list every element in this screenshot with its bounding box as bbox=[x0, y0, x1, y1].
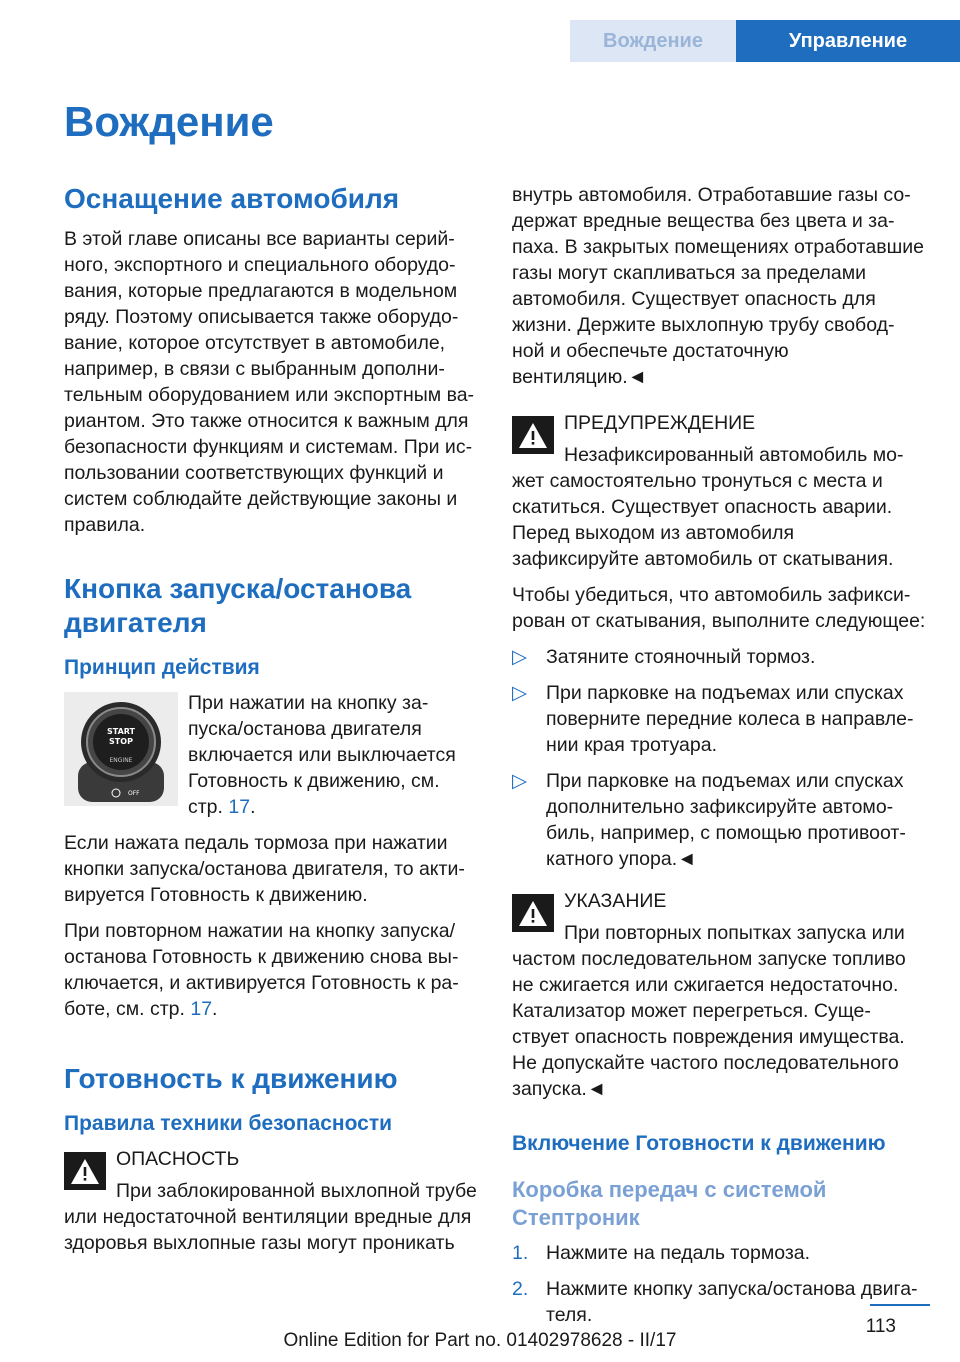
startstop-p2: Если нажата педаль тормоза при нажатии кнопки запуска/останова двигателя, то акти- вируется Готовность к движению. bbox=[64, 832, 465, 906]
page-number: 113 bbox=[865, 1316, 896, 1337]
enable-ready-title: Включение Готовности к движению bbox=[512, 1132, 886, 1155]
off-label: OFF bbox=[128, 790, 140, 797]
right-column bbox=[512, 182, 926, 1338]
list-item: ▷ Затяните стояночный тормоз. bbox=[512, 646, 816, 668]
section-equipment-text: В этой главе описаны все варианты серий- ного, экспортного и специального оборудо- вания, которые предлагаются в модельном ряду. Поэтому описывается также оборудо- вание, которое отсутствует в автомобиле, например, в связи с выбранным дополни- тельным оборудованием или экспортным ва- риантом. Это также относится к важным для безопасности функциям и системам. При ис- пользовании соответствующих функций и систем соблюдайте действующие законы и правила. bbox=[64, 228, 475, 536]
steptronic-subtitle: Коробка передач с системой Стептроник bbox=[512, 1177, 827, 1230]
list-item: ▷ При парковке на подъемах или спусках дополнительно зафиксируйте автомо- биль, например, с помощью противоот- катного упора.◄ bbox=[512, 770, 906, 870]
footer-rule bbox=[870, 1304, 930, 1306]
steptronic-steps bbox=[512, 1240, 926, 1328]
note-text: При повторных попытках запуска или частом последовательном запуске топливо не сжигается или сжигается недостаточно. Катализатор может перегреться. Суще- ствует опасность повреждения имущества. Не допускайте частого последовательного запуска.◄ bbox=[512, 922, 906, 1100]
exhaust-continued-text: внутрь автомобиля. Отработавшие газы со- держат вредные вещества без цвета и за- паха. В закрытых помещениях отработавшие газы могут скапливаться за пределами автомобиля. Существует опасность для жизни. Держите выхлопную трубу свобод- ной и обеспечьте достаточную вентиляцию.◄ bbox=[512, 184, 924, 388]
list-item: 1. Нажмите на педаль тормоза. bbox=[512, 1242, 811, 1264]
warning-triangle-icon bbox=[512, 894, 554, 932]
warning-label: ПРЕДУПРЕЖДЕНИЕ bbox=[564, 412, 756, 434]
note-label: УКАЗАНИЕ bbox=[564, 890, 667, 912]
danger-label: ОПАСНОСТЬ bbox=[116, 1148, 240, 1170]
section-equipment-title: Оснащение автомобиля bbox=[64, 183, 400, 214]
tab-driving[interactable]: Вождение bbox=[570, 20, 736, 62]
triangle-bullet-icon: ▷ bbox=[512, 770, 527, 792]
footer-edition: Online Edition for Part no. 01402978628 - II/17 bbox=[283, 1330, 677, 1351]
left-column bbox=[64, 182, 478, 1266]
tab-controls[interactable]: Управление bbox=[736, 20, 960, 62]
startstop-p3: При повторном нажатии на кнопку запуска/ останова Готовность к движению снова вы- ключается, и активируется Готовность к ра- боте, см. стр. 17. bbox=[64, 920, 459, 1020]
triangle-bullet-icon: ▷ bbox=[512, 646, 527, 668]
danger-block bbox=[64, 1146, 478, 1256]
page-link[interactable]: 17 bbox=[228, 796, 251, 818]
warning-block bbox=[512, 410, 926, 572]
start-stop-button-image bbox=[64, 692, 178, 806]
section-startstop-subtitle: Принцип действия bbox=[64, 656, 260, 679]
page-link[interactable]: 17 bbox=[190, 998, 213, 1020]
rollaway-steps bbox=[512, 644, 926, 872]
danger-text: При заблокированной выхлопной трубе или недостаточной вентиляции вредные для здоровья выхлопные газы могут проникать bbox=[64, 1180, 477, 1254]
startstop-p1: При нажатии на кнопку за- пуска/останова двигателя включается или выключается Готовность к движению, см. стр. 17. bbox=[188, 692, 456, 818]
page-title: Вождение bbox=[64, 98, 274, 145]
stop-label: STOP bbox=[109, 737, 133, 746]
note-block bbox=[512, 888, 926, 1102]
safety-rules-subtitle: Правила техники безопасности bbox=[64, 1112, 393, 1135]
warning-triangle-icon bbox=[512, 416, 554, 454]
triangle-bullet-icon: ▷ bbox=[512, 682, 527, 704]
warning-text: Незафиксированный автомобиль мо- жет самостоятельно тронуться с места и скатиться. Существует опасность аварии. Перед выходом из автомобиля зафиксируйте автомобиль от скатывания. bbox=[512, 444, 904, 570]
start-label: START bbox=[106, 727, 136, 736]
chapter-tabs bbox=[570, 20, 960, 62]
list-item: 2. Нажмите кнопку запуска/останова двига- теля. bbox=[512, 1278, 918, 1326]
engine-label: ENGINE bbox=[109, 757, 133, 764]
warning-triangle-icon bbox=[64, 1152, 106, 1190]
list-item: ▷ При парковке на подъемах или спусках поверните передние колеса в направле- нии края тротуара. bbox=[512, 682, 914, 756]
rollaway-intro: Чтобы убедиться, что автомобиль зафикси- рован от скатывания, выполните следующее: bbox=[512, 584, 926, 632]
section-ready-title: Готовность к движению bbox=[64, 1063, 398, 1094]
section-startstop-title: Кнопка запуска/останова двигателя bbox=[64, 573, 412, 638]
